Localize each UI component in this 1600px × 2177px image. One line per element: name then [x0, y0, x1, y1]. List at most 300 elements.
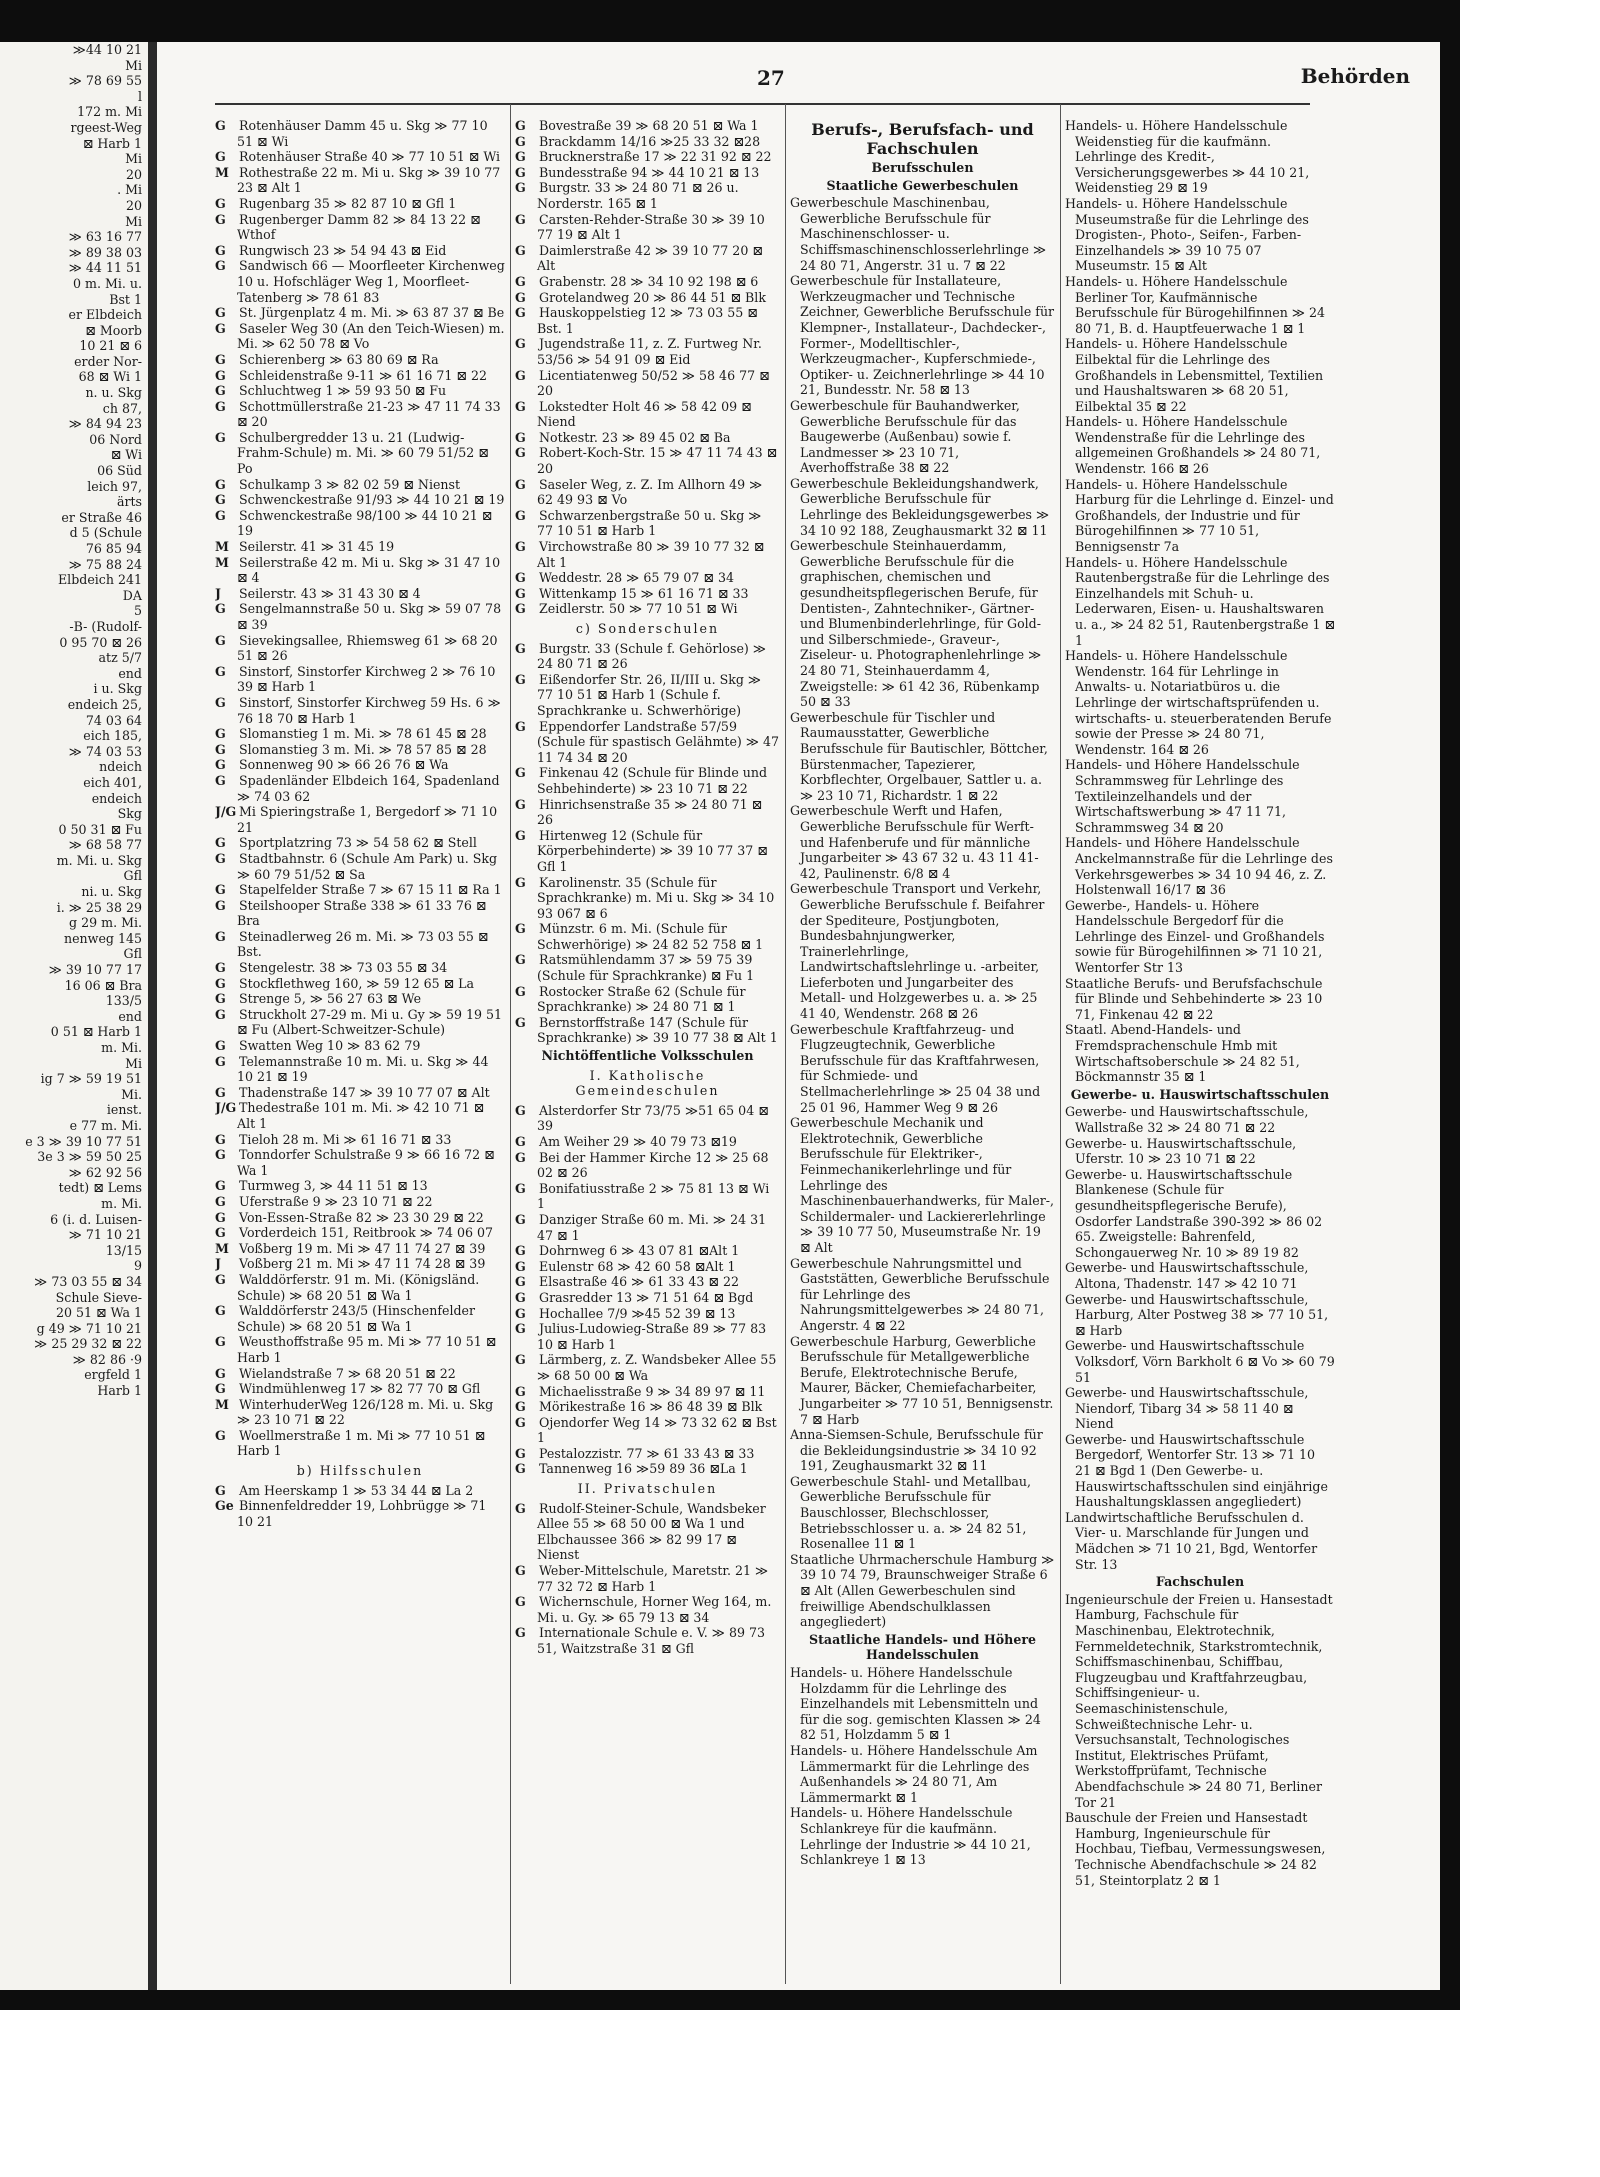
directory-entry [215, 633, 505, 664]
previous-page-line: i u. Skg [93, 681, 142, 697]
school-type-code: G [515, 133, 526, 149]
school-type-code: G [215, 1178, 226, 1194]
school-type-code: G [515, 1149, 526, 1165]
previous-page-line: Mi. [121, 1086, 142, 1102]
previous-page-line: 133/5 [105, 993, 142, 1009]
school-type-code: G [515, 1014, 526, 1030]
previous-page-edge [0, 42, 148, 1990]
entry-text: Mi Spieringstraße 1, Bergedorf ≫ 71 10 21 [237, 804, 498, 835]
entry-text: Tieloh 28 m. Mi ≫ 61 16 71 ⊠ 33 [239, 1131, 452, 1147]
directory-entry [515, 1150, 780, 1181]
previous-page-line: ≫44 10 21 [72, 42, 142, 57]
entry-text: Von-Essen-Straße 82 ≫ 23 30 29 ⊠ 22 [239, 1209, 484, 1225]
entry-text: Brackdamm 14/16 ≫25 33 32 ⊠28 [539, 133, 761, 149]
previous-page-line: ch 87, [102, 400, 142, 416]
school-type-code: G [215, 1303, 226, 1319]
school-type-code: G [215, 149, 226, 165]
directory-entry [215, 929, 505, 960]
previous-page-line: d 5 (Schule [69, 525, 142, 541]
directory-entry [215, 258, 505, 305]
entry-text: Woellmerstraße 1 m. Mi ≫ 77 10 51 ⊠ Harb 1 [237, 1427, 486, 1459]
entry-text: Stengelestr. 38 ≫ 73 03 55 ⊠ 34 [239, 960, 448, 976]
directory-entry: Gewerbe- und Hauswirtschaftsschule, Niendorf, Tibarg 34 ≫ 58 11 40 ⊠ Niend [1065, 1385, 1309, 1432]
entry-text: Ratsmühlendamm 37 ≫ 59 75 39 (Schule für Sprachkranke) ⊠ Fu 1 [537, 952, 755, 984]
previous-page-line: 9 [133, 1258, 142, 1274]
directory-entry: Bauschule der Freien und Hansestadt Hamburg, Ingenieurschule für Hochbau, Tiefbau, Vermessungswesen, Technische Abendfachschule ≫ 24 82 51, Steintorplatz 2 ⊠ 1 [1065, 1810, 1326, 1888]
directory-entry [215, 664, 505, 695]
entry-text: Walddörferstr. 91 m. Mi. (Königsländ. Schule) ≫ 68 20 51 ⊠ Wa 1 [237, 1271, 480, 1303]
entry-text: Rungwisch 23 ≫ 54 94 43 ⊠ Eid [239, 242, 447, 258]
school-type-code: G [215, 1381, 226, 1397]
school-type-code: G [215, 772, 226, 788]
directory-entry [515, 1015, 780, 1046]
previous-page-line: eich 185, [83, 728, 142, 744]
entry-text: Ojendorfer Weg 14 ≫ 73 32 62 ⊠ Bst 1 [537, 1414, 777, 1446]
entry-text: Strenge 5, ≫ 56 27 63 ⊠ We [239, 991, 422, 1007]
previous-page-line: 5 [133, 603, 142, 619]
entry-text: Alsterdorfer Str 73/75 ≫51 65 04 ⊠ 39 [537, 1102, 769, 1134]
entry-text: Internationale Schule e. V. ≫ 89 73 51, Waitzstraße 31 ⊠ Gfl [537, 1625, 766, 1656]
entry-text: Eulenstr 68 ≫ 42 60 58 ⊠Alt 1 [539, 1258, 736, 1274]
directory-entry [215, 1241, 505, 1257]
directory-entry [515, 921, 780, 952]
previous-page-line: Elbdeich 241 [57, 572, 142, 588]
previous-page-line: ⊠ Harb 1 [82, 135, 142, 151]
entry-text: Wittenkamp 15 ≫ 61 16 71 ⊠ 33 [539, 585, 749, 601]
entry-text: Wielandstraße 7 ≫ 68 20 51 ⊠ 22 [239, 1365, 456, 1381]
school-type-code: G [515, 180, 526, 196]
directory-entry [515, 672, 780, 719]
school-type-code: G [215, 1427, 226, 1443]
directory-entry: Handels- und Höhere Handelsschule Anckelmannstraße für die Lehrlinge des Verkehrsgewerbes ≫ 34 10 94 46, z. Z. Holstenwall 16/17 ⊠ 36 [1065, 835, 1333, 898]
scanner-top-border [0, 0, 1460, 42]
entry-text: Windmühlenweg 17 ≫ 82 77 70 ⊠ Gfl [239, 1381, 481, 1397]
entry-text: Schottmüllerstraße 21-23 ≫ 47 11 74 33 ⊠ 20 [237, 398, 501, 430]
previous-page-line: Schule Sieve- [55, 1289, 142, 1305]
school-type-code: G [215, 1209, 226, 1225]
previous-page-line: 68 ⊠ Wi 1 [78, 369, 142, 385]
column-2 [515, 118, 780, 1988]
school-type-code: G [515, 1321, 526, 1337]
directory-entry [215, 399, 505, 430]
school-type-code: G [515, 507, 526, 523]
directory-entry [215, 835, 505, 851]
previous-page-line: nenweg 145 [63, 930, 142, 946]
directory-entry [215, 1428, 505, 1459]
entry-text: Vorderdeich 151, Reitbrook ≫ 74 06 07 [239, 1225, 494, 1241]
school-type-code: G [515, 305, 526, 321]
previous-page-line: m. Mi. [101, 1040, 142, 1055]
entry-text: Jugendstraße 11, z. Z. Furtweg Nr. 53/56 ≫ 54 91 09 ⊠ Eid [537, 336, 762, 367]
entry-text: Schulkamp 3 ≫ 82 02 59 ⊠ Nienst [239, 476, 461, 492]
directory-entry [215, 352, 505, 368]
directory-entry [215, 1397, 505, 1428]
school-type-code: G [515, 1211, 526, 1227]
entry-text: Rugenbarg 35 ≫ 82 87 10 ⊠ Gfl 1 [239, 195, 457, 211]
entry-text: Tonndorfer Schulstraße 9 ≫ 66 16 72 ⊠ Wa 1 [237, 1147, 495, 1178]
directory-entry [515, 641, 780, 672]
entry-text: Wichernschule, Horner Weg 164, m. Mi. u. Gy. ≫ 65 79 13 ⊠ 34 [537, 1594, 772, 1625]
entry-text: Schwenckestraße 91/93 ≫ 44 10 21 ⊠ 19 [239, 492, 505, 508]
school-type-code: G [515, 1399, 526, 1415]
previous-page-line: 74 03 64 [85, 712, 142, 728]
entry-text: Hinrichsenstraße 35 ≫ 24 80 71 ⊠ 26 [537, 796, 763, 828]
entry-text: Rotenhäuser Straße 40 ≫ 77 10 51 ⊠ Wi [239, 149, 501, 165]
directory-entry [515, 1563, 780, 1594]
entry-text: Grabenstr. 28 ≫ 34 10 92 198 ⊠ 6 [539, 273, 759, 289]
school-type-code: G [515, 118, 526, 133]
previous-page-line: ≫ 74 03 53 [68, 743, 142, 759]
entry-text: Michaelisstraße 9 ≫ 34 89 97 ⊠ 11 [539, 1383, 766, 1399]
directory-entry [215, 1054, 505, 1085]
school-type-code: G [515, 601, 526, 617]
school-type-code: G [215, 1334, 226, 1350]
directory-entry [215, 539, 505, 555]
entry-text: Binnenfeldredder 19, Lohbrügge ≫ 71 10 21 [237, 1498, 487, 1529]
previous-page-line: eich 401, [83, 774, 142, 790]
entry-text: Thadenstraße 147 ≫ 39 10 77 07 ⊠ Alt [239, 1084, 490, 1100]
entry-text: Dohrnweg 6 ≫ 43 07 81 ⊠Alt 1 [539, 1243, 740, 1259]
entry-text: Carsten-Rehder-Straße 30 ≫ 39 10 77 19 ⊠ Alt 1 [537, 211, 765, 243]
school-type-code: G [215, 476, 226, 492]
entry-text: Saseler Weg, z. Z. Im Allhorn 49 ≫ 62 49 93 ⊠ Vo [537, 476, 763, 508]
entry-text: Stadtbahnstr. 6 (Schule Am Park) u. Skg ≫ 60 79 51/52 ⊠ Sa [237, 850, 498, 882]
school-type-code: G [215, 492, 226, 508]
entry-text: Schwarzenbergstraße 50 u. Skg ≫ 77 10 51 ⊠ Harb 1 [537, 507, 762, 539]
school-type-code: J/G [215, 1100, 237, 1116]
previous-page-line: i. ≫ 25 38 29 [56, 899, 142, 915]
school-type-code: G [215, 1482, 226, 1498]
school-type-code: G [515, 273, 526, 289]
directory-entry [515, 1399, 780, 1415]
entry-text: Sandwisch 66 — Moorfleeter Kirchenweg 10 u. Hofschläger Weg 1, Moorfleet-Tatenberg ≫ 78 61 83 [237, 258, 505, 305]
school-type-code: G [215, 242, 226, 258]
entry-text: Hauskoppelstieg 12 ≫ 73 03 55 ⊠ Bst. 1 [537, 305, 758, 336]
school-type-code: G [215, 928, 226, 944]
school-type-code: Ge [215, 1498, 234, 1514]
directory-entry [515, 1321, 780, 1352]
previous-page-line: ärts [116, 494, 142, 510]
school-type-code: J/G [215, 804, 237, 820]
directory-entry: Gewerbeschule Kraftfahrzeug- und Flugzeugtechnik, Gewerbliche Berufsschule für das Kraftfahrwesen, für Schmiede- und Stellmacherlehrlinge ≫ 25 04 38 und 25 01 96, Hammer Weg 9 ⊠ 26 [790, 1021, 1041, 1115]
column-divider [510, 104, 511, 1984]
school-type-code: G [515, 1289, 526, 1305]
directory-entry [215, 1483, 505, 1499]
directory-entry [515, 1501, 780, 1563]
directory-entry [215, 1272, 505, 1303]
directory-entry [515, 952, 780, 983]
school-type-code: G [515, 765, 526, 781]
school-type-code: G [515, 921, 526, 937]
entry-text: Rugenberger Damm 82 ≫ 84 13 22 ⊠ Wthof [237, 211, 481, 243]
previous-page-line: ig 7 ≫ 59 19 51 [40, 1071, 142, 1087]
directory-entry [215, 804, 505, 835]
previous-page-line: 10 21 ⊠ 6 [79, 338, 142, 354]
entry-text: Telemannstraße 10 m. Mi. u. Skg ≫ 44 10 21 ⊠ 19 [237, 1053, 489, 1085]
previous-page-line: 0 95 70 ⊠ 26 [59, 634, 142, 650]
school-type-code: G [515, 367, 526, 383]
school-type-code: G [215, 305, 226, 321]
directory-entry: Anna-Siemsen-Schule, Berufsschule für die Bekleidungsindustrie ≫ 34 10 92 191, Zeughausmarkt 32 ⊠ 11 [790, 1427, 1043, 1474]
school-type-code: G [515, 796, 526, 812]
entry-text: Spadenländer Elbdeich 164, Spadenland ≫ 74 03 62 [237, 772, 500, 804]
directory-entry: Gewerbe- und Hauswirtschaftsschule Volksdorf, Vörn Barkholt 6 ⊠ Vo ≫ 60 79 51 [1065, 1338, 1335, 1385]
directory-entry [215, 726, 505, 742]
school-type-code: G [515, 585, 526, 601]
directory-entry: Gewerbeschule für Tischler und Raumausstatter, Gewerbliche Berufsschule für Bautischler, Böttcher, Bürstenmacher, Tapezierer, Korbflechter, Orgelbauer, Sattler u. a. ≫ 23 10 71, Richardstr. 1 ⊠ 22 [790, 709, 1048, 803]
directory-entry [515, 274, 780, 290]
directory-entry: Gewerbeschule Werft und Hafen, Gewerbliche Berufsschule für Werft- und Hafenberufe und für männliche Jungarbeiter ≫ 43 67 32 u. 43 11 41-42, Paulinenstr. 6/8 ⊠ 4 [790, 803, 1039, 881]
previous-page-line: 20 [125, 197, 142, 213]
previous-page-line: endeich 25, [67, 696, 142, 712]
directory-entry: Gewerbeschule Stahl- und Metallbau, Gewerbliche Berufsschule für Bauschlosser, Blechschlosser, Betriebsschlosser u. a. ≫ 24 82 51, Rosenallee 11 ⊠ 1 [790, 1473, 1032, 1552]
entry-text: Slomanstieg 1 m. Mi. ≫ 78 61 45 ⊠ 28 [239, 726, 487, 742]
previous-page-line: m. Mi. [101, 1195, 142, 1211]
directory-entry [515, 586, 780, 602]
directory-entry [515, 430, 780, 446]
previous-page-line: 76 85 94 [85, 541, 142, 556]
previous-page-line: ≫ 68 58 77 [68, 837, 142, 853]
school-type-code: G [515, 827, 526, 843]
entry-text: Burgstr. 33 (Schule f. Gehörlose) ≫ 24 80 71 ⊠ 26 [537, 640, 767, 672]
previous-page-line: 0 m. Mi. u. [72, 275, 142, 291]
header-rule [215, 103, 1310, 105]
directory-entry [515, 1415, 780, 1446]
directory-entry: Handels- u. Höhere Handelsschule Eilbektal für die Lehrlinge des Großhandels in Lebensmittel, Textilien und Haushaltswaren ≫ 68 20 51, Eilbektal 35 ⊠ 22 [1065, 336, 1324, 414]
school-type-code: M [215, 164, 229, 180]
directory-entry: Handels- u. Höhere Handelsschule Rautenbergstraße für die Lehrlinge des Einzelhandels mit Schuh- u. Lederwaren, Eisen- u. Haushaltswaren u. a., ≫ 24 82 51, Rautenbergstraße 1 ⊠ 1 [1065, 554, 1335, 648]
margin-bottom [0, 2010, 1460, 2177]
page-header [157, 60, 1440, 100]
previous-page-line: 16 06 ⊠ Bra [64, 977, 142, 993]
directory-entry [215, 976, 505, 992]
school-type-code: G [215, 258, 226, 274]
school-type-code: G [215, 1225, 226, 1241]
column-1 [215, 118, 505, 1988]
school-type-code: G [515, 1305, 526, 1321]
directory-entry [215, 695, 505, 726]
directory-entry [515, 601, 780, 617]
previous-page-line: ni. u. Skg [81, 884, 142, 900]
directory-entry [215, 1085, 505, 1101]
directory-entry [515, 243, 780, 274]
entry-text: Münzstr. 6 m. Mi. (Schule für Schwerhörige) ≫ 24 82 52 758 ⊠ 1 [537, 921, 764, 952]
directory-entry [515, 1181, 780, 1212]
directory-entry [215, 477, 505, 493]
school-type-code: G [215, 975, 226, 991]
entry-text: Danziger Straße 60 m. Mi. ≫ 24 31 47 ⊠ 1 [537, 1211, 767, 1243]
previous-page-line: 0 51 ⊠ Harb 1 [50, 1024, 142, 1040]
school-type-code: G [515, 983, 526, 999]
directory-entry [215, 1334, 505, 1365]
directory-entry: Gewerbe- u. Hauswirtschaftsschule, Uferstr. 10 ≫ 23 10 71 ⊠ 22 [1065, 1135, 1297, 1167]
previous-page-line: leich 97, [87, 478, 142, 494]
school-type-code: G [515, 1461, 526, 1477]
directory-entry [215, 1210, 505, 1226]
previous-page-line: ≫ 73 03 55 ⊠ 34 [34, 1273, 142, 1289]
entry-text: Zeidlerstr. 50 ≫ 77 10 51 ⊠ Wi [539, 601, 738, 617]
previous-page-line: . Mi [117, 182, 142, 198]
entry-text: Mörikestraße 16 ≫ 86 48 39 ⊠ Blk [539, 1399, 763, 1415]
column-4 [1065, 118, 1335, 1988]
directory-entry [515, 118, 780, 134]
directory-entry [515, 1384, 780, 1400]
school-type-code: G [515, 1243, 526, 1259]
directory-entry [515, 828, 780, 875]
entry-text: Voßberg 19 m. Mi ≫ 47 11 74 27 ⊠ 39 [239, 1240, 486, 1256]
directory-entry [515, 719, 780, 766]
directory-entry [515, 1212, 780, 1243]
section-heading: Nichtöffentliche Volksschulen [541, 1048, 754, 1064]
directory-entry: Handels- u. Höhere Handelsschule Harburg für die Lehrlinge d. Einzel- und Großhandels, der Industrie und für Bürogehilfinnen ≫ 77 10 51, Bennigsenstr 7a [1065, 476, 1334, 555]
entry-text: St. Jürgenplatz 4 m. Mi. ≫ 63 87 37 ⊠ Be [239, 305, 505, 321]
school-type-code: G [215, 351, 226, 367]
column-divider [785, 104, 786, 1984]
entry-text: Virchowstraße 80 ≫ 39 10 77 32 ⊠ Alt 1 [537, 539, 765, 570]
directory-entry [215, 555, 505, 586]
directory-entry: Ingenieurschule der Freien u. Hansestadt Hamburg, Fachschule für Maschinenbau, Elektrotechnik, Fernmeldetechnik, Starkstromtechnik, Schiffsmaschinenbau, Schiffbau, Flugzeugbau und Kraftfahrzeugbau, Schiffsingenieur- u. Seemaschinistenschule, Schweißtechnische Lehr- u. Versuchsanstalt, Technologisches Institut, Elektrisches Prüfamt, Werkstoffprüfamt, Technische Abendfachschule ≫ 24 80 71, Berliner Tor 21 [1065, 1591, 1333, 1810]
directory-entry [515, 1134, 780, 1150]
school-type-code: G [215, 663, 226, 679]
previous-page-line: ergfeld 1 [84, 1367, 142, 1383]
school-type-code: G [515, 211, 526, 227]
directory-entry: Gewerbeschule für Installateure, Werkzeugmacher und Technische Zeichner, Gewerbliche Berufsschule für Klempner-, Installateur-, Dachdecker-, Former-, Modelltischler-, Werkzeugmacher-, Kupferschmiede-, Optiker- u. Zeichnerlehrlinge ≫ 44 10 21, Bundesstr. Nr. 58 ⊠ 13 [790, 273, 1055, 398]
previous-page-line: Mi [125, 151, 142, 167]
directory-entry: Gewerbe- und Hauswirtschaftsschule, Wallstraße 32 ≫ 24 80 71 ⊠ 22 [1065, 1104, 1309, 1135]
school-type-code: G [215, 694, 226, 710]
entry-text: Pestalozzistr. 77 ≫ 61 33 43 ⊠ 33 [539, 1445, 755, 1461]
school-type-code: G [515, 1445, 526, 1461]
section-title: Behörden [1300, 64, 1410, 88]
school-type-code: G [215, 367, 226, 383]
school-type-code: G [515, 1625, 526, 1641]
directory-entry: Gewerbe- und Hauswirtschaftsschule, Altona, Thadenstr. 147 ≫ 42 10 71 [1065, 1260, 1309, 1291]
entry-text: WinterhuderWeg 126/128 m. Mi. u. Skg ≫ 23 10 71 ⊠ 22 [237, 1396, 494, 1428]
directory-entry: Staatl. Abend-Handels- und Fremdsprachenschule Hmb mit Wirtschaftsoberschule ≫ 24 82 51, Böckmannstr 35 ⊠ 1 [1065, 1022, 1300, 1085]
subsection-heading: b) Hilfsschulen [296, 1463, 424, 1479]
entry-text: Voßberg 21 m. Mi ≫ 47 11 74 28 ⊠ 39 [239, 1256, 486, 1272]
school-type-code: J [215, 1256, 221, 1272]
school-type-code: G [215, 118, 226, 133]
directory-entry [215, 1132, 505, 1148]
directory-entry: Handels- u. Höhere Handelsschule Holzdamm für die Lehrlinge des Einzelhandels mit Lebensmitteln und für die sog. gemischten Klassen ≫ 24 82 51, Holzdamm 5 ⊠ 1 [790, 1665, 1041, 1743]
directory-entry [215, 1303, 505, 1334]
directory-entry [515, 1103, 780, 1134]
school-type-code: G [215, 741, 226, 757]
entry-text: Robert-Koch-Str. 15 ≫ 47 11 74 43 ⊠ 20 [537, 445, 778, 477]
previous-page-line: 172 m. Mi [77, 104, 142, 120]
directory-entry: Landwirtschaftliche Berufsschulen d. Vier- u. Marschlande für Jungen und Mädchen ≫ 71 10 21, Bgd, Wentorfer Str. 13 [1065, 1509, 1318, 1572]
entry-text: Steilshooper Straße 338 ≫ 61 33 76 ⊠ Bra [237, 897, 487, 929]
previous-page-line: erder Nor- [74, 353, 142, 369]
previous-page-line: ≫ 78 69 55 [68, 73, 142, 89]
directory-entry [515, 1352, 780, 1383]
directory-entry: Handels- u. Höhere Handelsschule Wendenstr. 164 für Lehrlinge in Anwalts- u. Notariatbüros u. die Lehrlinge der wirtschaftsprüfenden u. wirtschafts- u. steuerberatenden Berufe sowie der Presse ≫ 24 80 71, Wendenstr. 164 ⊠ 26 [1065, 648, 1332, 757]
school-type-code: G [215, 1147, 226, 1163]
previous-page-line: 6 (i. d. Luisen- [50, 1211, 142, 1227]
previous-page-line: m. Mi. u. Skg [56, 852, 142, 868]
directory-entry [515, 445, 780, 476]
directory-entry [215, 321, 505, 352]
school-type-code: G [515, 164, 526, 180]
previous-page-line: ienst. [106, 1102, 142, 1118]
school-type-code: G [515, 1274, 526, 1290]
directory-entry: Handels- u. Höhere Handelsschule Weidenstieg für die kaufmänn. Lehrlinge des Kredit-, Versicherungsgewerbes ≫ 44 10 21, Weidenstieg 29 ⊠ 19 [1065, 118, 1310, 196]
scanner-right-border [1440, 0, 1460, 2020]
section-heading: Fachschulen [1155, 1574, 1245, 1590]
directory-entry [215, 149, 505, 165]
entry-text: Weddestr. 28 ≫ 65 79 07 ⊠ 34 [539, 570, 735, 586]
directory-entry [515, 797, 780, 828]
directory-entry: Gewerbeschule Bekleidungshandwerk, Gewerbliche Berufsschule für Lehrlinge des Bekleidungsgewerbes ≫ 34 10 92 188, Zeughausmarkt 32 ⊠ 11 [790, 475, 1050, 538]
previous-page-line: n. u. Skg [85, 385, 142, 401]
directory-entry [215, 882, 505, 898]
entry-text: Notkestr. 23 ≫ 89 45 02 ⊠ Ba [539, 429, 731, 445]
entry-text: Schluchtweg 1 ≫ 59 93 50 ⊠ Fu [239, 383, 447, 399]
previous-page-line: Harb 1 [97, 1383, 142, 1399]
school-type-code: G [215, 383, 226, 399]
directory-entry [215, 492, 505, 508]
school-type-code: G [215, 835, 226, 851]
scanner-bottom-border [0, 1990, 1460, 2012]
book-gutter [148, 42, 157, 1990]
entry-text: Grasredder 13 ≫ 71 51 64 ⊠ Bgd [539, 1289, 754, 1305]
directory-entry: Gewerbe- und Hauswirtschaftsschule Bergedorf, Wentorfer Str. 13 ≫ 71 10 21 ⊠ Bgd 1 (Den Gewerbe- u. Hauswirtschaftsschulen sind einjährige Haushaltungsklassen angegliedert) [1065, 1431, 1328, 1510]
subsection-heading: I. Katholische Gemeindeschulen [575, 1067, 720, 1099]
previous-page-line: Mi [125, 57, 142, 73]
column-title: Berufs-, Berufsfach- und Fachschulen [811, 120, 1034, 158]
school-type-code: G [515, 874, 526, 890]
subsection-heading: c) Sonderschulen [575, 621, 720, 636]
directory-entry [215, 586, 505, 602]
previous-page-line: g 29 m. Mi. [69, 915, 142, 931]
school-type-code: M [215, 554, 229, 570]
previous-page-line: end [118, 1008, 142, 1024]
previous-page-line: ≫ 62 92 56 [68, 1164, 142, 1180]
school-type-code: G [215, 882, 226, 898]
entry-text: Sportplatzring 73 ≫ 54 58 62 ⊠ Stell [239, 835, 477, 851]
previous-page-line: e 3 ≫ 39 10 77 51 [25, 1133, 142, 1149]
entry-text: Licentiatenweg 50/52 ≫ 58 46 77 ⊠ 20 [537, 367, 770, 399]
entry-text: Uferstraße 9 ≫ 23 10 71 ⊠ 22 [239, 1193, 433, 1209]
entry-text: Julius-Ludowieg-Straße 89 ≫ 77 83 10 ⊠ Harb 1 [537, 1321, 767, 1352]
directory-entry [215, 1256, 505, 1272]
previous-page-line: tedt) ⊠ Lems [58, 1180, 142, 1196]
entry-text: Walddörferstr 243/5 (Hinschenfelder Schule) ≫ 68 20 51 ⊠ Wa 1 [237, 1303, 476, 1334]
entry-text: Sinstorf, Sinstorfer Kirchweg 59 Hs. 6 ≫ 76 18 70 ⊠ Harb 1 [237, 694, 501, 726]
school-type-code: G [215, 320, 226, 336]
school-type-code: G [215, 1006, 226, 1022]
school-type-code: G [515, 149, 526, 165]
previous-page-line: ⊠ Moorb [85, 322, 142, 338]
school-type-code: G [515, 336, 526, 352]
directory-entry [515, 149, 780, 165]
previous-page-line: atz 5/7 [98, 650, 142, 666]
directory-entry [515, 508, 780, 539]
directory-entry [515, 1461, 780, 1477]
directory-entry: Gewerbe-, Handels- u. Höhere Handelsschule Bergedorf für die Lehrlinge des Einzel- und Großhandels sowie für Bürogehilfinnen ≫ 71 10 21, Wentorfer Str 13 [1065, 897, 1325, 976]
previous-page-line: 13/15 [105, 1242, 142, 1258]
entry-text: Tannenweg 16 ≫59 89 36 ⊠La 1 [539, 1461, 748, 1477]
previous-page-line: Gfl [123, 946, 142, 962]
school-type-code: G [215, 991, 226, 1007]
directory-entry [215, 601, 505, 632]
school-type-code: G [215, 960, 226, 976]
directory-entry [215, 368, 505, 384]
directory-entry: Handels- u. Höhere Handelsschule Wendenstraße für die Lehrlinge des allgemeinen Großhandels ≫ 24 80 71, Wendenstr. 166 ⊠ 26 [1065, 414, 1321, 477]
previous-page-line: ≫ 44 11 51 [68, 260, 142, 276]
directory-entry: Gewerbe- u. Hauswirtschaftsschule Blankenese (Schule für gesundheitspflegerische Berufe), Osdorfer Landstraße 390-392 ≫ 86 02 65. Zweigstelle: Bahrenfeld, Schongauerweg Nr. 10 ≫ 89 19 82 [1065, 1166, 1323, 1260]
